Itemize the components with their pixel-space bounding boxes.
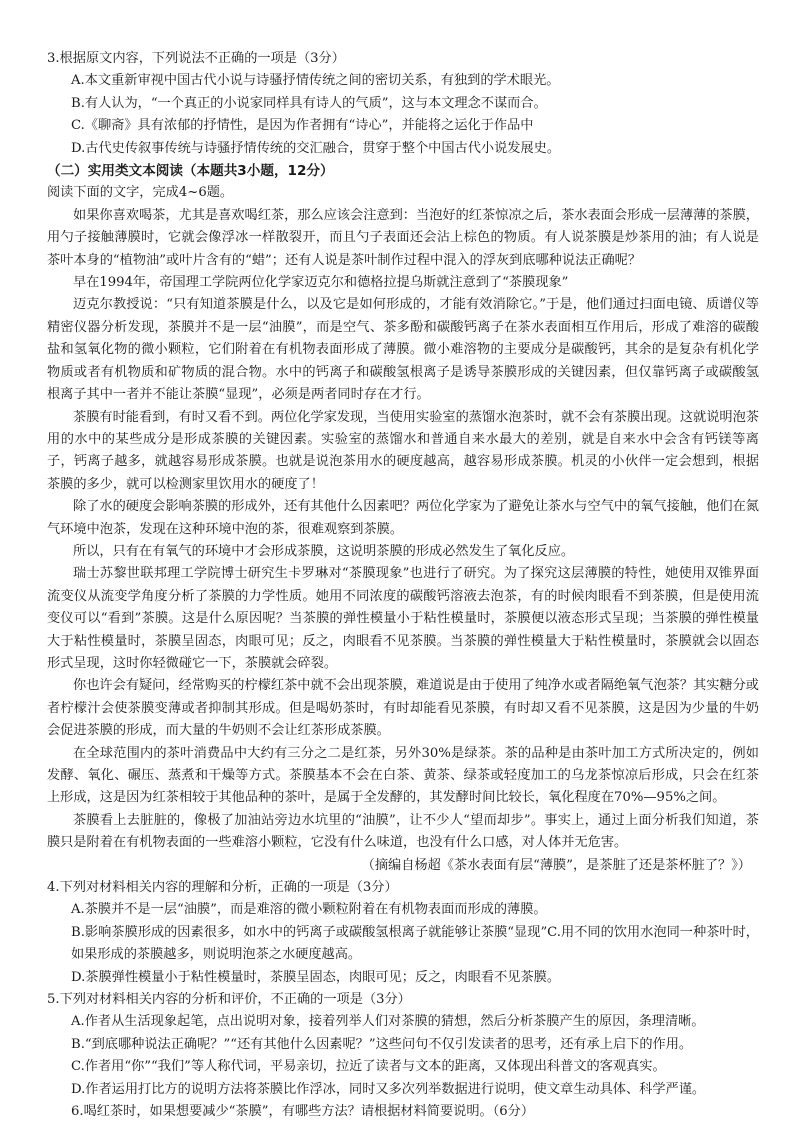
q3-option-c: C.《聊斋》具有浓郁的抒情性，是因为作者拥有“诗心”，并能将之运化于作品中	[71, 118, 534, 134]
passage-paragraph-9: 在全球范围内的茶叶消费品中大约有三分之二是红茶，另外30%是绿茶。茶的品种是由茶叶加工方式所决定的，例如发酵、氧化、碾压、蒸煮和干燥等方式。茶膜基本不会在白茶、黄茶、绿茶或轻度加工的乌龙茶惊凉后形成，只会在红茶上形成，这是因为红茶相较于其他品种的茶叶，是属于全发酵的，其发酵时间比较长，氧化程度在70%—95%之间。	[47, 745, 759, 806]
q5-option-b: B.“到底哪种说法正确呢？”“还有其他什么因素呢？”这些问句不仅引发读者的思考，还有承上启下的作用。	[71, 1036, 693, 1052]
page-content	[47, 48, 759, 1124]
q5-option-d: D.作者运用打比方的说明方法将茶膜比作浮冰，同时又多次列举数据进行说明，使文章生动具体、科学严谨。	[71, 1081, 706, 1097]
passage-paragraph-3: 迈克尔教授说：“只有知道茶膜是什么，以及它是如何形成的，才能有效消除它。”于是，他们通过扫面电镜、质谱仪等精密仪器分析发现，茶膜并不是一层“油膜”，而是空气、茶多酚和碳酸钙离子在茶水表面相互作用后，形成了难溶的碳酸盐和氢氧化物的微小颗粒，它们附着在有机物表面形成了薄膜。微小难溶物的主要成分是碳酸钙，其余的是复杂有机化学物质或者有机物质和矿物质的混合物。水中的钙离子和碳酸氢根离子是诱导茶膜形成的关键因素，但仅靠钙离子或碳酸氢根离子其中一者并不能让茶膜“显现”，必须是两者同时存在才行。	[47, 297, 759, 403]
q5-option-c: C.作者用“你”“我们”等人称代词，平易亲切，拉近了读者与文本的距离，又体现出科普文的客观真实。	[71, 1059, 666, 1075]
passage-paragraph-8: 你也许会有疑问，经常购买的柠檬红茶中就不会出现茶膜，难道说是由于使用了纯净水或者隔绝氧气泡茶？其实糖分或者柠檬汁会使茶膜变薄或者抑制其形成。但是喝奶茶时，有时却能看见茶膜，有时却又看不见茶膜，这是因为少量的牛奶会促进茶膜的形成，而大量的牛奶则不会让红茶形成茶膜。	[47, 678, 759, 739]
passage-paragraph-10: 茶膜看上去脏脏的，像极了加油站旁边水坑里的“油膜”，让不少人“望而却步”。事实上，通过上面分析我们知道，茶膜只是附着在有机物表面的一些难溶小颗粒，它没有什么味道，也没有什么口感，对人体并无危害。	[47, 812, 759, 851]
q4-option-bc: B.影响茶膜形成的因素很多，如水中的钙离子或碳酸氢根离子就能够让茶膜“显现”C.用不同的饮用水泡同一种茶叶时，如果形成的茶膜越多，则说明泡茶之水硬度越高。	[71, 924, 759, 963]
q6-stem: 6.喝红茶时，如果想要减少“茶膜”，有哪些方法？请根据材料简要说明。（6分）	[71, 1104, 535, 1120]
passage-source: （摘编自杨超《茶水表面有层“薄膜”，是茶脏了还是茶杯脏了？》）	[361, 857, 751, 873]
passage-paragraph-5: 除了水的硬度会影响茶膜的形成外，还有其他什么因素吧？两位化学家为了避免让茶水与空气中的氧气接触，他们在氮气环境中泡茶，发现在这种环境中泡的茶，很难观察到茶膜。	[47, 499, 759, 537]
q5-option-a: A.作者从生活现象起笔，点出说明对象，接着列举人们对茶膜的猜想，然后分析茶膜产生的原因，条理清晰。	[71, 1014, 705, 1030]
q4-option-a: A.茶膜并不是一层“油膜”，而是难溶的微小颗粒附着在有机物表面而形成的薄膜。	[71, 902, 547, 918]
passage-paragraph-4: 茶膜有时能看到，有时又看不到。两位化学家发现，当使用实验室的蒸馏水泡茶时，就不会有茶膜出现。这就说明泡茶用的水中的某些成分是形成茶膜的关键因素。实验室的蒸馏水和普通自来水最大的差别，就是自来水中会含有钙镁等离子，钙离子越多，就越容易形成茶膜。也就是说泡茶用水的硬度越高，越容易形成茶膜。机灵的小伙伴一定会想到，根据茶膜的多少，就可以检测家里饮用水的硬度了！	[47, 409, 759, 492]
q5-stem: 5.下列对材料相关内容的分析和评价，不正确的一项是（3分）	[47, 992, 411, 1008]
passage-paragraph-7: 瑞士苏黎世联邦理工学院博士研究生卡罗琳对“茶膜现象”也进行了研究。为了探究这层薄膜的特性，她使用双锥界面流变仪从流变学角度分析了茶膜的力学性质。她用不同浓度的碳酸钙溶液去泡茶，有的时候肉眼看不到茶膜，但是使用流变仪可以“看到”茶膜。这是什么原因呢？当茶膜的弹性模量小于粘性模量时，茶膜便以液态形式呈现；当茶膜的弹性模量大于粘性模量时，茶膜呈固态，肉眼可见；反之，肉眼看不见茶膜。当茶膜的弹性模量大于粘性模量时，茶膜就会以固态形式呈现，这时你轻微碰它一下，茶膜就会碎裂。	[47, 566, 759, 671]
q3-option-d: D.古代史传叙事传统与诗骚抒情传统的交汇融合，贯穿于整个中国古代小说发展史。	[71, 140, 561, 156]
q4-stem: 4.下列对材料相关内容的理解和分析，正确的一项是（3分）	[47, 880, 398, 896]
section-title: （二）实用类文本阅读（本题共3小题，12分）	[47, 163, 334, 180]
q4-option-d: D.茶膜弹性模量小于粘性模量时，茶膜呈固态，肉眼可见；反之，肉眼看不见茶膜。	[71, 969, 561, 985]
passage-paragraph-6: 所以，只有在有氧气的环境中才会形成茶膜，这说明茶膜的形成必然发生了氧化反应。	[73, 543, 575, 559]
q3-option-a: A.本文重新审视中国古代小说与诗骚抒情传统之间的密切关系，有独到的学术眼光。	[71, 73, 560, 89]
reading-instruction: 阅读下面的文字，完成4~6题。	[47, 185, 234, 201]
passage-paragraph-1: 如果你喜欢喝茶，尤其是喜欢喝红茶，那么应该会注意到：当泡好的红茶惊凉之后，茶水表面会形成一层薄薄的茶膜，用勺子接触薄膜时，它就会像浮冰一样散裂开，而且勺子表面还会沾上棕色的物质。有人说茶膜是炒茶用的油；有人说是茶叶本身的“植物油”或叶片含有的“蜡”；还有人说是茶叶制作过程中混入的浮灰到底哪种说法正确呢？	[47, 207, 759, 268]
q3-stem: 3.根据原文内容，下列说法不正确的一项是（3分）	[47, 51, 345, 66]
passage-paragraph-2: 早在1994年，帝国理工学院两位化学家迈克尔和德格拉提乌斯就注意到了“茶膜现象”	[73, 275, 569, 291]
q3-option-b: B.有人认为，“一个真正的小说家同样具有诗人的气质”，这与本文理念不谋而合。	[71, 95, 547, 111]
